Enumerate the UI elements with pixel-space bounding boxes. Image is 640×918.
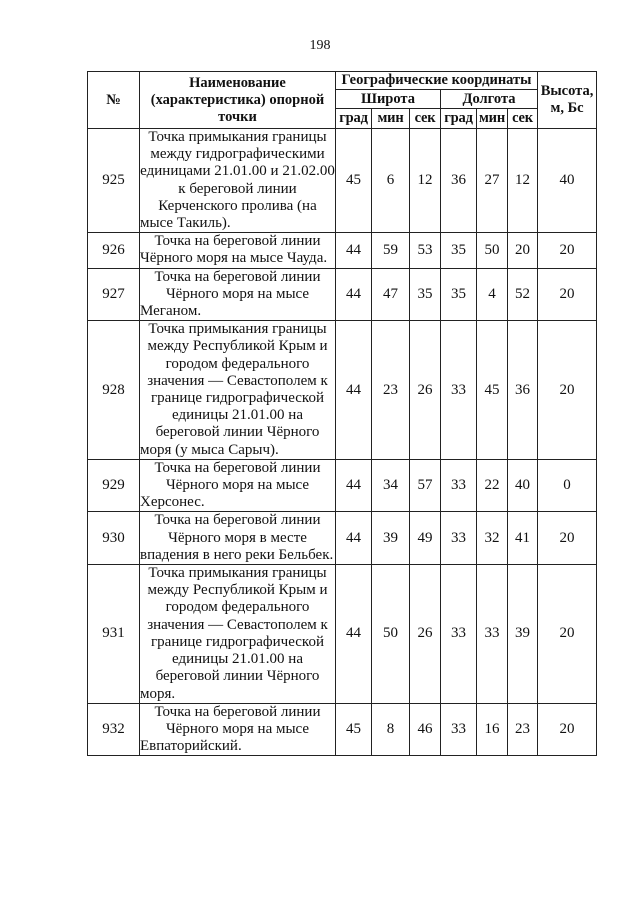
- latitude-minutes: 39: [372, 512, 410, 565]
- reference-points-table: [87, 71, 597, 756]
- longitude-seconds: 52: [508, 268, 538, 321]
- longitude-degrees: 33: [441, 512, 477, 565]
- latitude-degrees: 44: [336, 565, 372, 704]
- longitude-seconds: 39: [508, 565, 538, 704]
- longitude-minutes: 45: [477, 321, 508, 460]
- point-description: Точка на береговой линии Чёрного моря на мысе Меганом.: [140, 268, 336, 321]
- latitude-seconds: 57: [410, 459, 441, 512]
- page-number: 198: [309, 38, 331, 53]
- point-number: 929: [88, 459, 140, 512]
- latitude-minutes: 6: [372, 129, 410, 233]
- longitude-minutes: 27: [477, 129, 508, 233]
- longitude-degrees: 33: [441, 565, 477, 704]
- table-row: [88, 703, 597, 756]
- column-header-lon-min: мин: [477, 109, 508, 129]
- column-header-name: Наименование (характеристика) опорной точки: [140, 72, 336, 129]
- latitude-seconds: 53: [410, 233, 441, 268]
- table-row: [88, 565, 597, 704]
- latitude-seconds: 46: [410, 703, 441, 756]
- table-row: [88, 321, 597, 460]
- latitude-degrees: 45: [336, 703, 372, 756]
- column-header-lat-sec: сек: [410, 109, 441, 129]
- point-number: 928: [88, 321, 140, 460]
- table-row: [88, 512, 597, 565]
- point-number: 926: [88, 233, 140, 268]
- table-row: [88, 129, 597, 233]
- height-value: 20: [538, 512, 597, 565]
- height-value: 20: [538, 703, 597, 756]
- longitude-degrees: 33: [441, 321, 477, 460]
- height-value: 20: [538, 321, 597, 460]
- latitude-seconds: 12: [410, 129, 441, 233]
- latitude-seconds: 26: [410, 565, 441, 704]
- table-header: [88, 72, 597, 129]
- latitude-seconds: 35: [410, 268, 441, 321]
- height-value: 20: [538, 268, 597, 321]
- latitude-degrees: 44: [336, 512, 372, 565]
- point-number: 925: [88, 129, 140, 233]
- longitude-seconds: 23: [508, 703, 538, 756]
- latitude-degrees: 45: [336, 129, 372, 233]
- column-header-lon-deg: град: [441, 109, 477, 129]
- longitude-degrees: 35: [441, 233, 477, 268]
- point-number: 932: [88, 703, 140, 756]
- column-header-lat-deg: град: [336, 109, 372, 129]
- column-header-lat-min: мин: [372, 109, 410, 129]
- latitude-minutes: 34: [372, 459, 410, 512]
- table-row: [88, 233, 597, 268]
- longitude-minutes: 16: [477, 703, 508, 756]
- height-value: 40: [538, 129, 597, 233]
- column-header-height: Высота, м, Бс: [538, 72, 597, 129]
- longitude-seconds: 41: [508, 512, 538, 565]
- latitude-minutes: 23: [372, 321, 410, 460]
- latitude-seconds: 26: [410, 321, 441, 460]
- longitude-seconds: 40: [508, 459, 538, 512]
- point-description: Точка примыкания границы между Республикой Крым и городом федерального значения — Севастополем к границе гидрографической единицы 21.01.00 на береговой линии Чёрного моря (у мыса Сарыч).: [140, 321, 336, 460]
- longitude-minutes: 33: [477, 565, 508, 704]
- column-header-coordinates: Географические координаты: [336, 72, 538, 90]
- longitude-seconds: 12: [508, 129, 538, 233]
- point-description: Точка на береговой линии Чёрного моря на мысе Чауда.: [140, 233, 336, 268]
- longitude-seconds: 36: [508, 321, 538, 460]
- longitude-seconds: 20: [508, 233, 538, 268]
- height-value: 20: [538, 233, 597, 268]
- latitude-degrees: 44: [336, 268, 372, 321]
- height-value: 0: [538, 459, 597, 512]
- latitude-minutes: 50: [372, 565, 410, 704]
- table-row: [88, 459, 597, 512]
- point-number: 927: [88, 268, 140, 321]
- point-description: Точка на береговой линии Чёрного моря на мысе Евпаторийский.: [140, 703, 336, 756]
- column-header-latitude: Широта: [336, 90, 441, 109]
- latitude-minutes: 47: [372, 268, 410, 321]
- point-description: Точка на береговой линии Чёрного моря на мысе Херсонес.: [140, 459, 336, 512]
- longitude-degrees: 35: [441, 268, 477, 321]
- table-row: [88, 268, 597, 321]
- longitude-minutes: 32: [477, 512, 508, 565]
- longitude-degrees: 33: [441, 703, 477, 756]
- latitude-degrees: 44: [336, 321, 372, 460]
- point-description: Точка примыкания границы между Республикой Крым и городом федерального значения — Севастополем к границе гидрографической единицы 21.01.00 на береговой линии Чёрного моря.: [140, 565, 336, 704]
- point-number: 931: [88, 565, 140, 704]
- latitude-degrees: 44: [336, 459, 372, 512]
- latitude-minutes: 59: [372, 233, 410, 268]
- longitude-degrees: 33: [441, 459, 477, 512]
- longitude-minutes: 50: [477, 233, 508, 268]
- longitude-degrees: 36: [441, 129, 477, 233]
- point-description: Точка примыкания границы между гидрографическими единицами 21.01.00 и 21.02.00 к береговой линии Керченского пролива (на мысе Такиль).: [140, 129, 335, 232]
- latitude-seconds: 49: [410, 512, 441, 565]
- column-header-lon-sec: сек: [508, 109, 538, 129]
- column-header-number: №: [88, 72, 140, 129]
- longitude-minutes: 4: [477, 268, 508, 321]
- height-value: 20: [538, 565, 597, 704]
- column-header-longitude: Долгота: [441, 90, 538, 109]
- point-number: 930: [88, 512, 140, 565]
- latitude-degrees: 44: [336, 233, 372, 268]
- latitude-minutes: 8: [372, 703, 410, 756]
- point-description: Точка на береговой линии Чёрного моря в месте впадения в него реки Бельбек.: [140, 512, 336, 565]
- longitude-minutes: 22: [477, 459, 508, 512]
